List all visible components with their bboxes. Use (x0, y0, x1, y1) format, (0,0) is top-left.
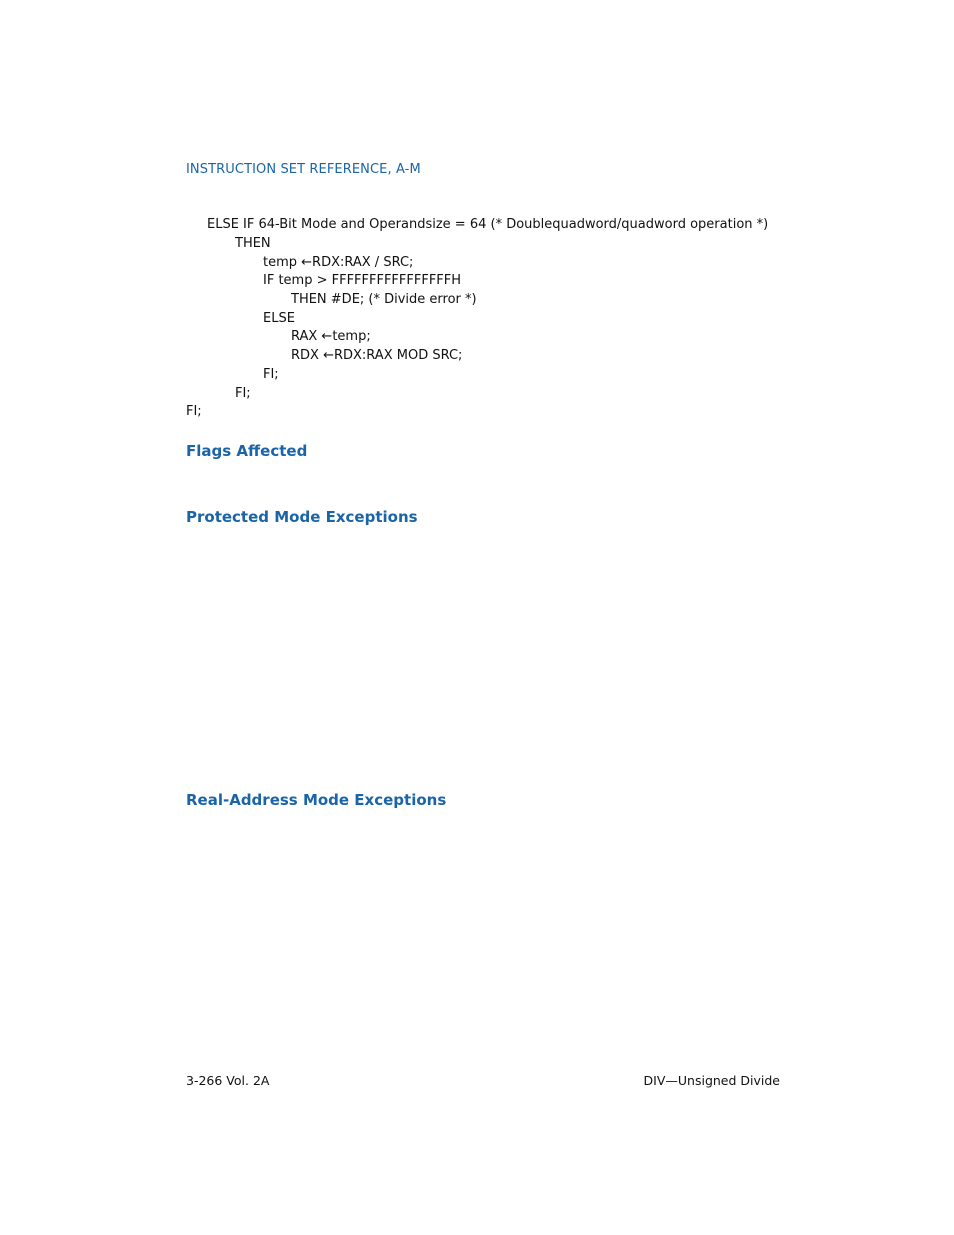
code-line: THEN #DE; (* Divide error *) (291, 292, 477, 307)
code-line: FI; (186, 404, 202, 419)
code-line: temp ←RDX:RAX / SRC; (263, 255, 414, 270)
running-head: INSTRUCTION SET REFERENCE, A-M (186, 162, 421, 177)
code-line: RDX ←RDX:RAX MOD SRC; (291, 348, 463, 363)
code-line: ELSE (263, 311, 295, 326)
code-line: THEN (235, 236, 271, 251)
code-line: IF temp > FFFFFFFFFFFFFFFFH (263, 273, 462, 288)
code-line: RAX ←temp; (291, 329, 371, 344)
heading-protected-mode-exceptions: Protected Mode Exceptions (186, 508, 418, 526)
heading-flags-affected: Flags Affected (186, 442, 308, 460)
code-line: ELSE IF 64-Bit Mode and Operandsize = 64 (* Doublequadword/quadword operation *) (207, 217, 769, 232)
heading-real-address-mode-exceptions: Real-Address Mode Exceptions (186, 791, 447, 809)
code-line: FI; (263, 367, 279, 382)
footer-instruction-title: DIV—Unsigned Divide (643, 1073, 780, 1088)
code-line: FI; (235, 386, 251, 401)
footer-page-ref: 3-266 Vol. 2A (186, 1073, 270, 1088)
